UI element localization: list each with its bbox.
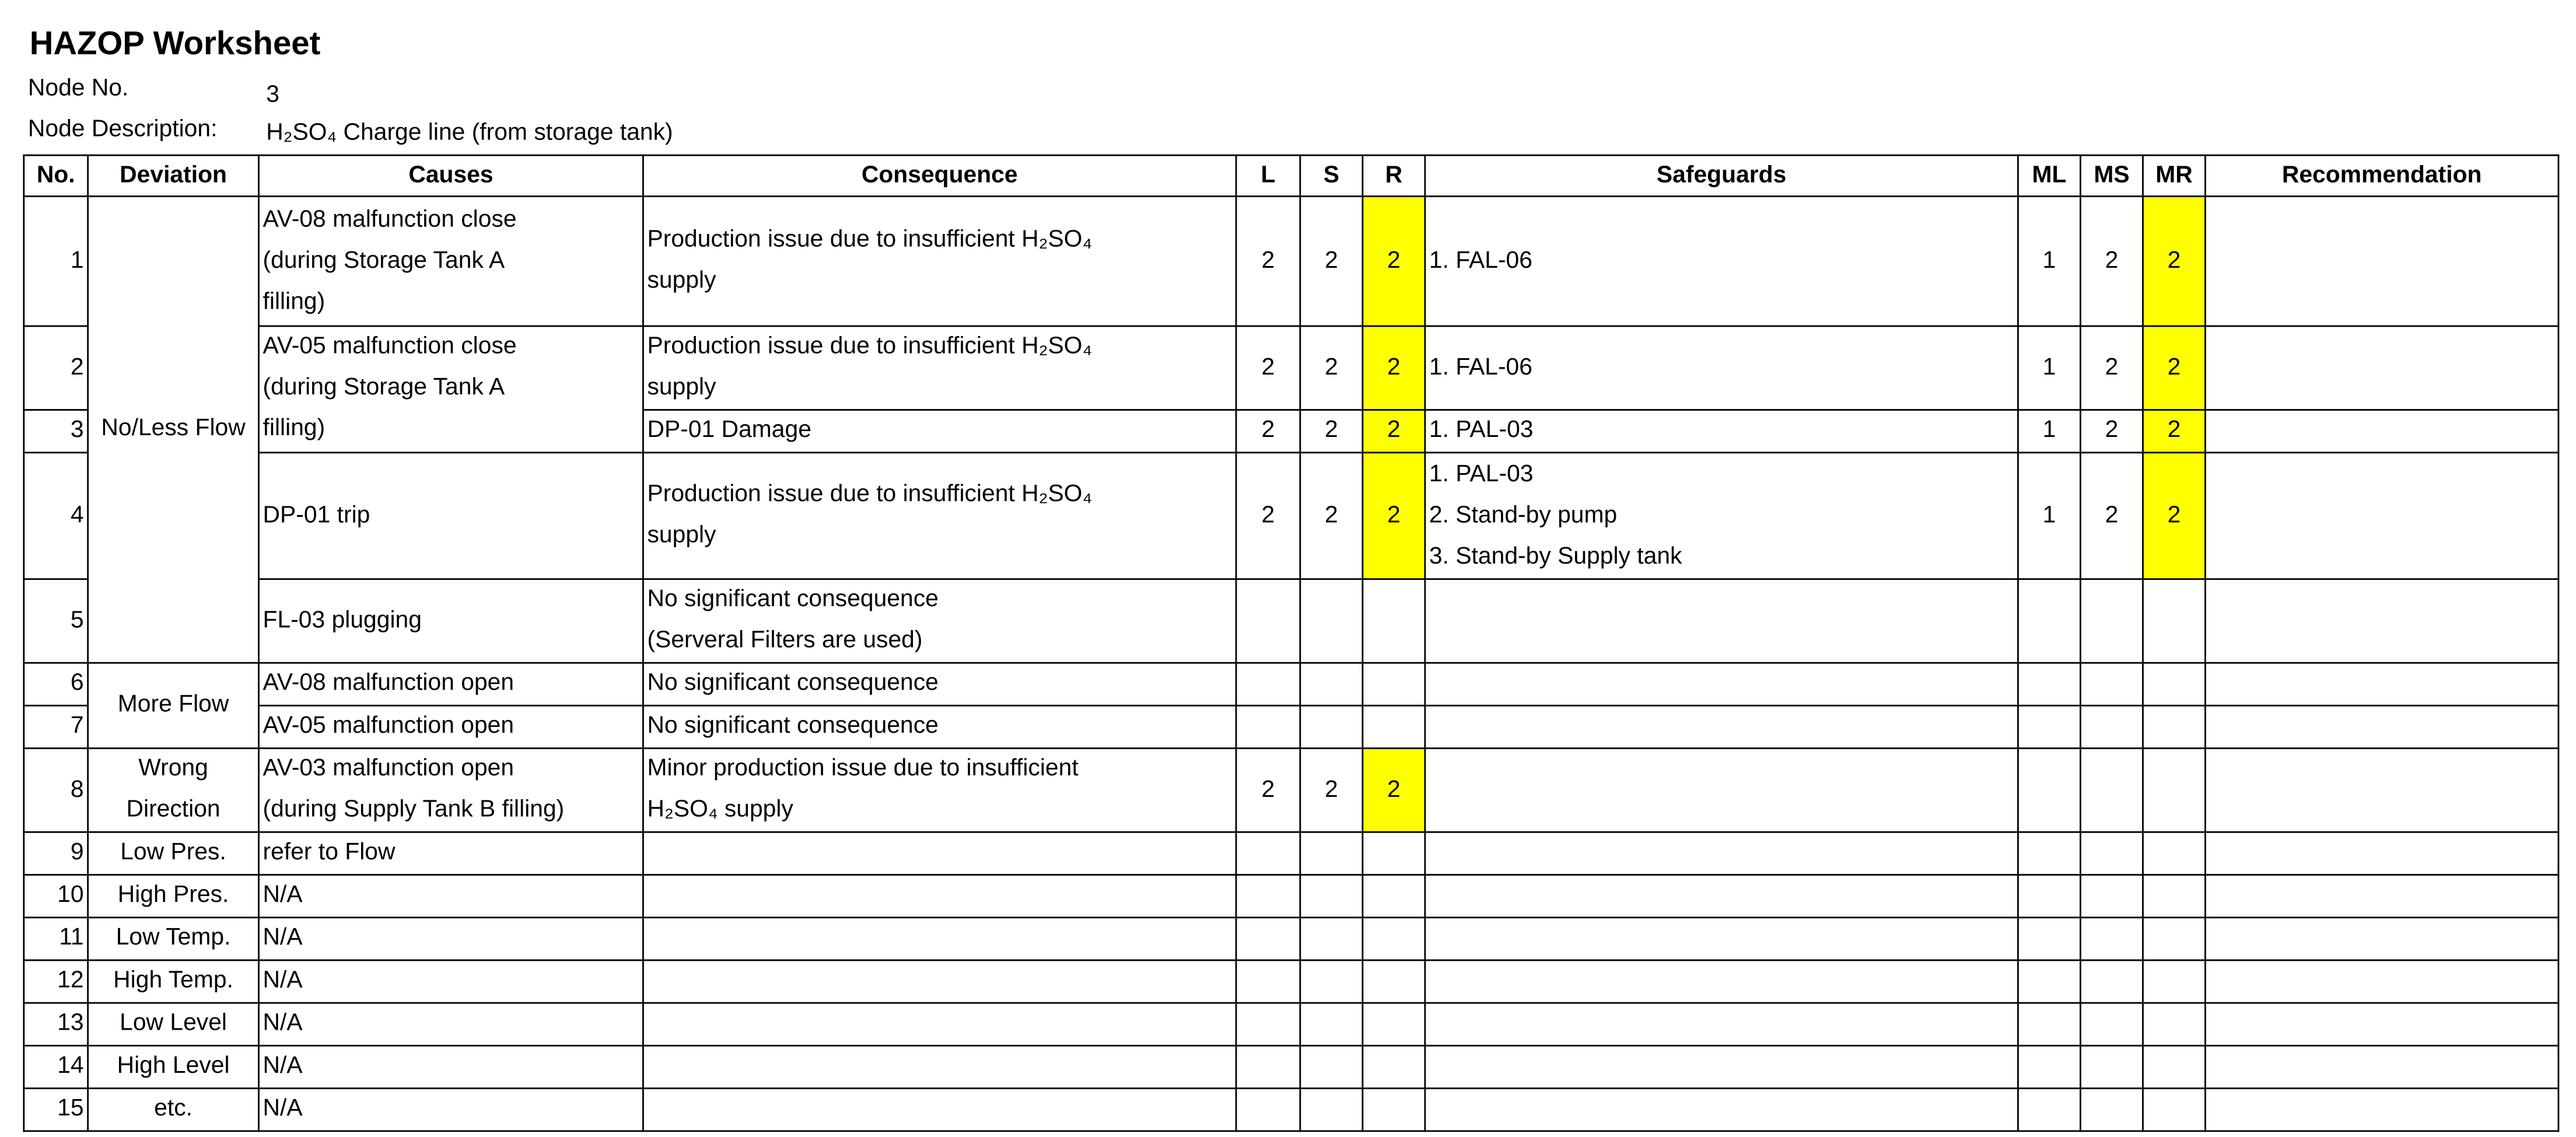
mitigated-likelihood-cell [2018,579,2080,663]
consequence-cell: Production issue due to insufficient H₂SO₄ supply [643,326,1236,410]
recommendation-cell [2205,453,2558,579]
row-no: 7 [24,705,88,748]
cause-cell: AV-08 malfunction close (during Storage Tank A filling) [259,197,643,326]
table-row [24,579,2558,663]
row-no: 10 [24,875,88,918]
header-row [24,155,2558,196]
deviation-cell: No/Less Flow [88,197,259,663]
safeguards-cell [1425,579,2018,663]
mitigated-severity-cell: 2 [2080,326,2143,410]
row-no: 6 [24,663,88,705]
likelihood-cell [1236,705,1300,748]
row-no: 13 [24,1003,88,1045]
mitigated-likelihood-cell [2018,663,2080,705]
severity-cell [1300,663,1363,705]
row-no: 9 [24,832,88,874]
safeguards-cell: 1. PAL-03 2. Stand-by pump 3. Stand-by Supply tank [1425,453,2018,579]
table-row [24,197,2558,326]
cause-cell: N/A [259,1089,643,1131]
row-no: 14 [24,1045,88,1088]
cause-cell: N/A [259,918,643,960]
mitigated-risk-cell: 2 [2143,326,2205,410]
row-no: 4 [24,453,88,579]
col-header-l: L [1236,155,1300,196]
safeguards-cell [1425,748,2018,832]
recommendation-cell [2205,326,2558,410]
deviation-cell: etc. [88,1089,259,1131]
severity-cell [1300,579,1363,663]
table-row [24,748,2558,832]
recommendation-cell [2205,410,2558,453]
node-description-value: H₂SO₄ Charge line (from storage tank) [266,120,673,146]
recommendation-cell [2205,705,2558,748]
severity-cell: 2 [1300,748,1363,832]
cause-cell: N/A [259,875,643,918]
mitigated-likelihood-cell: 1 [2018,197,2080,326]
mitigated-risk-cell: 2 [2143,410,2205,453]
consequence-cell: No significant consequence [643,705,1236,748]
table-row [24,663,2558,705]
deviation-cell: High Pres. [88,875,259,918]
table-row [24,326,2558,410]
row-no: 5 [24,579,88,663]
risk-cell: 2 [1363,453,1425,579]
table-row [24,1003,2558,1045]
col-header-ml: ML [2018,155,2080,196]
cause-cell: FL-03 plugging [259,579,643,663]
deviation-cell: High Temp. [88,960,259,1003]
cause-cell: N/A [259,1003,643,1045]
deviation-cell: Low Temp. [88,918,259,960]
safeguards-cell: 1. FAL-06 [1425,197,2018,326]
recommendation-cell [2205,663,2558,705]
mitigated-risk-cell [2143,705,2205,748]
consequence-cell: No significant consequence (Serveral Filters are used) [643,579,1236,663]
node-description-label: Node Description: [27,116,218,143]
col-header-s: S [1300,155,1363,196]
deviation-cell: Wrong Direction [88,748,259,832]
consequence-cell: No significant consequence [643,663,1236,705]
cause-cell: AV-05 malfunction open [259,705,643,748]
mitigated-likelihood-cell [2018,705,2080,748]
deviation-cell: More Flow [88,663,259,748]
consequence-cell: DP-01 Damage [643,410,1236,453]
mitigated-severity-cell: 2 [2080,453,2143,579]
mitigated-risk-cell [2143,579,2205,663]
mitigated-likelihood-cell: 1 [2018,453,2080,579]
likelihood-cell: 2 [1236,326,1300,410]
hazop-table [23,155,2559,1132]
mitigated-likelihood-cell: 1 [2018,410,2080,453]
risk-cell [1363,705,1425,748]
col-header-causes: Causes [259,155,643,196]
deviation-cell: Low Pres. [88,832,259,874]
mitigated-severity-cell [2080,579,2143,663]
worksheet-title: HAZOP Worksheet [29,26,321,63]
mitigated-severity-cell [2080,705,2143,748]
severity-cell [1300,705,1363,748]
risk-cell: 2 [1363,748,1425,832]
node-no-value: 3 [266,82,279,109]
deviation-cell: Low Level [88,1003,259,1045]
likelihood-cell: 2 [1236,748,1300,832]
risk-cell: 2 [1363,197,1425,326]
row-no: 15 [24,1089,88,1131]
cause-cell: AV-03 malfunction open (during Supply Tank B filling) [259,748,643,832]
mitigated-severity-cell: 2 [2080,197,2143,326]
likelihood-cell [1236,663,1300,705]
mitigated-severity-cell: 2 [2080,410,2143,453]
mitigated-likelihood-cell [2018,748,2080,832]
consequence-cell: Production issue due to insufficient H₂SO₄ supply [643,453,1236,579]
cause-cell: DP-01 trip [259,453,643,579]
safeguards-cell [1425,663,2018,705]
safeguards-cell: 1. FAL-06 [1425,326,2018,410]
table-row [24,960,2558,1003]
cause-cell: N/A [259,1045,643,1088]
deviation-cell: High Level [88,1045,259,1088]
risk-cell: 2 [1363,326,1425,410]
row-no: 12 [24,960,88,1003]
cause-cell: AV-05 malfunction close (during Storage Tank A filling) [259,326,643,453]
recommendation-cell [2205,197,2558,326]
mitigated-severity-cell [2080,663,2143,705]
severity-cell: 2 [1300,326,1363,410]
severity-cell: 2 [1300,453,1363,579]
row-no: 3 [24,410,88,453]
table-row [24,1089,2558,1131]
mitigated-risk-cell [2143,663,2205,705]
col-header-consequence: Consequence [643,155,1236,196]
table-row [24,918,2558,960]
recommendation-cell [2205,579,2558,663]
risk-cell [1363,579,1425,663]
row-no: 2 [24,326,88,410]
mitigated-severity-cell [2080,748,2143,832]
cause-cell: refer to Flow [259,832,643,874]
risk-cell: 2 [1363,410,1425,453]
table-row [24,453,2558,579]
safeguards-cell: 1. PAL-03 [1425,410,2018,453]
risk-cell [1363,663,1425,705]
likelihood-cell: 2 [1236,453,1300,579]
mitigated-likelihood-cell: 1 [2018,326,2080,410]
likelihood-cell: 2 [1236,197,1300,326]
mitigated-risk-cell: 2 [2143,197,2205,326]
row-no: 8 [24,748,88,832]
table-row [24,705,2558,748]
severity-cell: 2 [1300,410,1363,453]
col-header-ms: MS [2080,155,2143,196]
col-header-safeguards: Safeguards [1425,155,2018,196]
likelihood-cell: 2 [1236,410,1300,453]
col-header-r: R [1363,155,1425,196]
recommendation-cell [2205,748,2558,832]
consequence-cell: Production issue due to insufficient H₂SO₄ supply [643,197,1236,326]
safeguards-cell [1425,705,2018,748]
mitigated-risk-cell [2143,748,2205,832]
likelihood-cell [1236,579,1300,663]
col-header-mr: MR [2143,155,2205,196]
row-no: 1 [24,197,88,326]
col-header-no: No. [24,155,88,196]
col-header-recommendation: Recommendation [2205,155,2558,196]
table-row [24,875,2558,918]
cause-cell: AV-08 malfunction open [259,663,643,705]
col-header-deviation: Deviation [88,155,259,196]
row-no: 11 [24,918,88,960]
consequence-cell: Minor production issue due to insufficient H₂SO₄ supply [643,748,1236,832]
mitigated-risk-cell: 2 [2143,453,2205,579]
table-row [24,832,2558,874]
cause-cell: N/A [259,960,643,1003]
node-no-label: Node No. [27,75,129,102]
severity-cell: 2 [1300,197,1363,326]
table-row [24,1045,2558,1088]
